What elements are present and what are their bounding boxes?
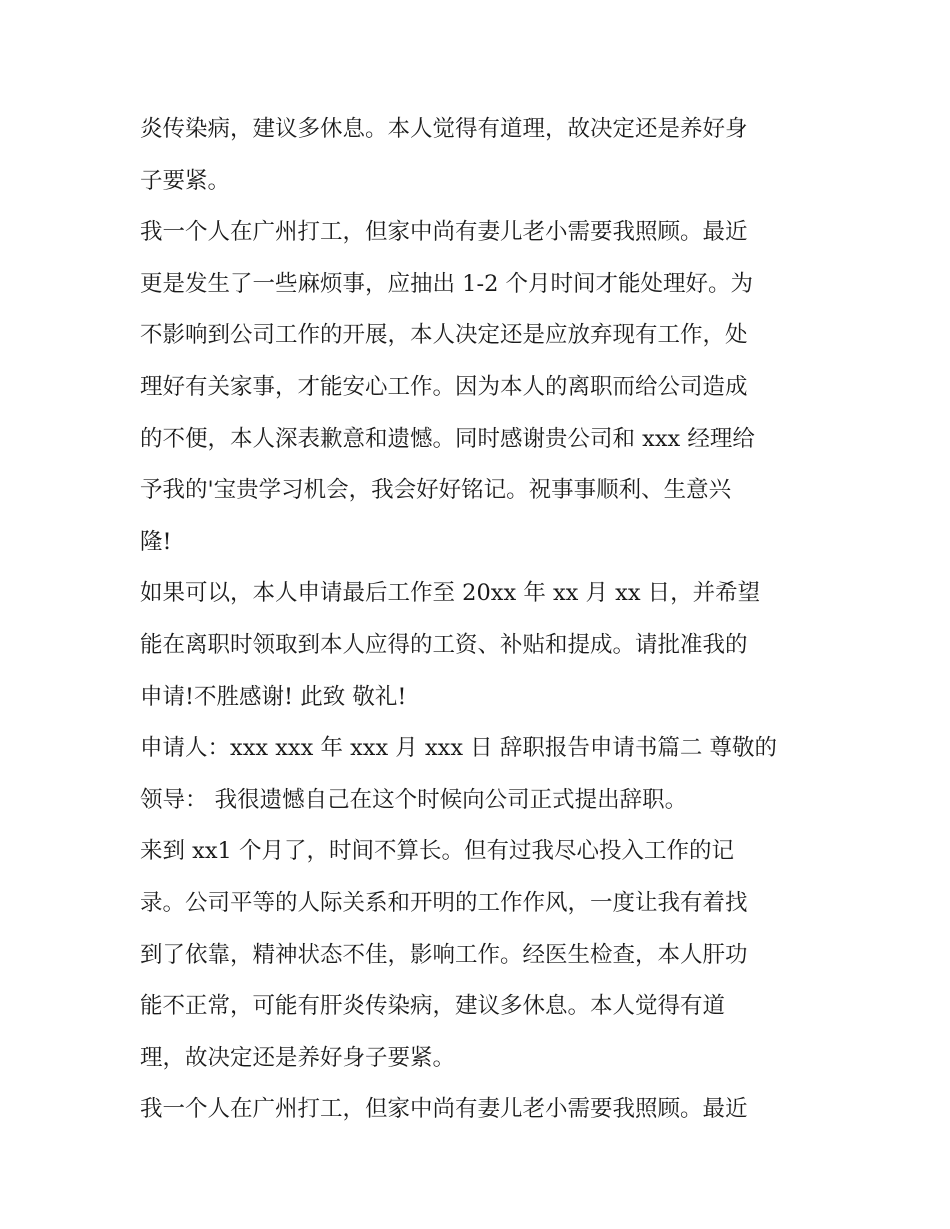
text-line: 来到 xx1 个月了，时间不算长。但有过我尽心投入工作的记 (140, 838, 734, 865)
text-line: 炎传染病，建议多休息。本人觉得有道理，故决定还是养好身 (140, 116, 748, 142)
text-line: 我一个人在广州打工，但家中尚有妻儿老小需要我照顾。最近 (140, 1096, 748, 1123)
text-line: 到了依靠，精神状态不佳，影响工作。经医生检查，本人肝功 (140, 941, 748, 968)
text-line: 申请人：xxx xxx 年 xxx 月 xxx 日 辞职报告申请书篇二 尊敬的 (140, 735, 777, 762)
text-line: 的不便，本人深表歉意和遗憾。同时感谢贵公司和 xxx 经理给 (140, 425, 755, 452)
text-line: 能不正常，可能有肝炎传染病，建议多休息。本人觉得有道 (140, 993, 726, 1020)
text-line: 予我的'宝贵学习机会，我会好好铭记。祝事事顺利、生意兴 (140, 477, 732, 504)
text-line: 子要紧。 (140, 167, 231, 194)
text-line: 录。公司平等的人际关系和开明的工作作风，一度让我有着找 (140, 889, 748, 916)
text-line: 隆! (140, 528, 172, 555)
text-line: 申请!不胜感谢! 此致 敬礼! (140, 683, 407, 710)
text-line: 领导： 我很遗憾自己在这个时候向公司正式提出辞职。 (140, 786, 688, 813)
text-line: 能在离职时领取到本人应得的工资、补贴和提成。请批准我的 (140, 631, 748, 658)
document-body (140, 104, 820, 1136)
text-line: 更是发生了一些麻烦事，应抽出 1-2 个月时间才能处理好。为 (140, 270, 754, 297)
text-line: 如果可以，本人申请最后工作至 20xx 年 xx 月 xx 日，并希望 (140, 580, 761, 607)
text-line: 理好有关家事，才能安心工作。因为本人的离职而给公司造成 (140, 373, 748, 400)
text-line: 不影响到公司工作的开展，本人决定还是应放弃现有工作，处 (140, 322, 748, 349)
text-line: 我一个人在广州打工，但家中尚有妻儿老小需要我照顾。最近 (140, 219, 748, 246)
text-line: 理，故决定还是养好身子要紧。 (140, 1044, 456, 1071)
